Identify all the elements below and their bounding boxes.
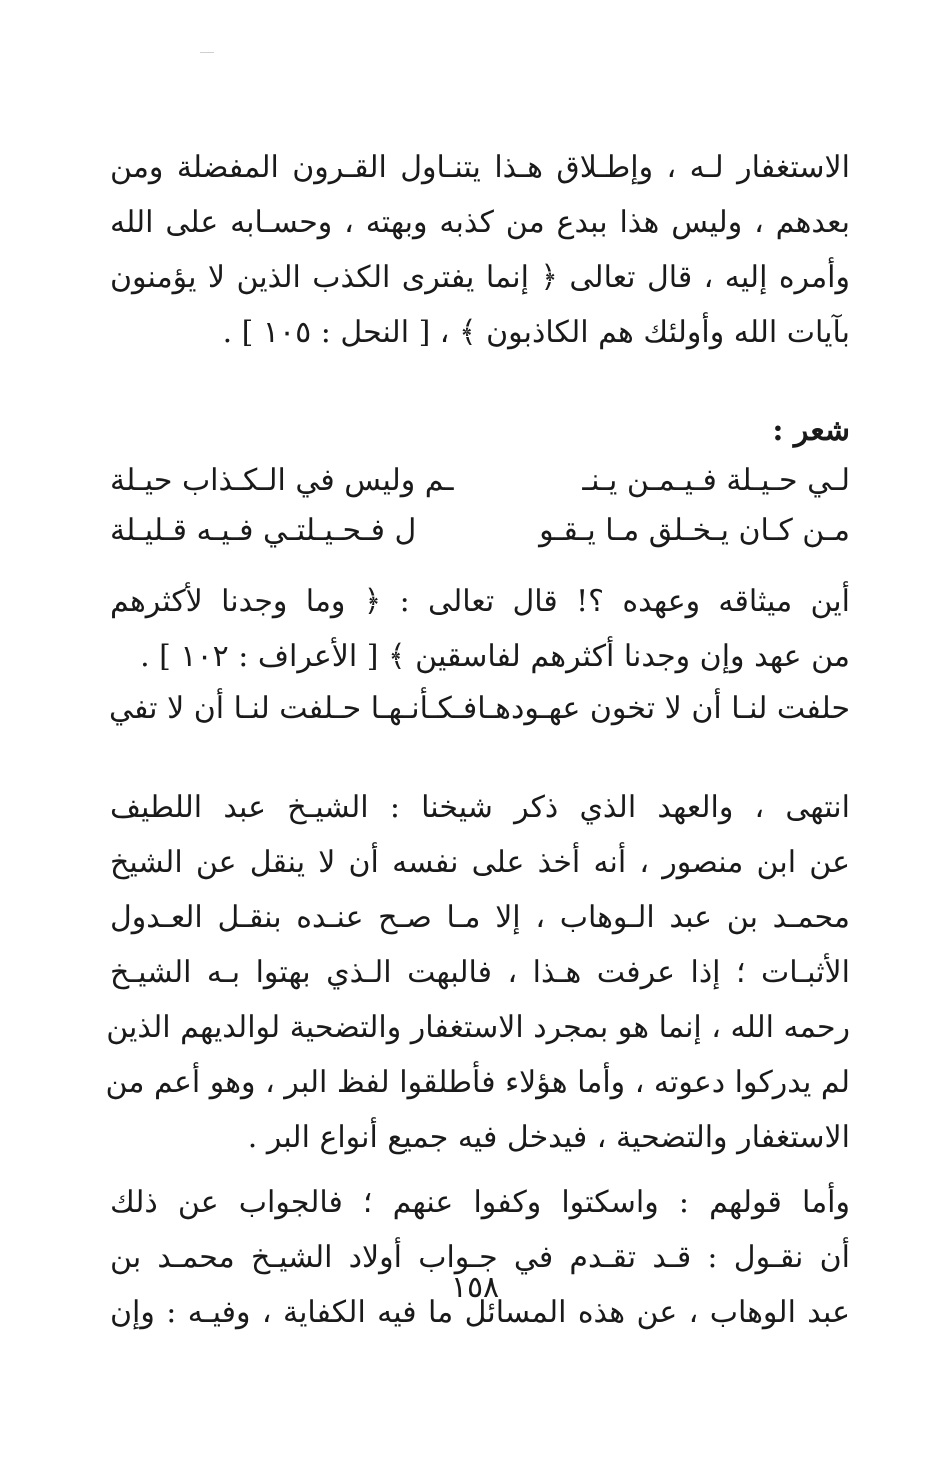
poem-heading: شعر : xyxy=(772,413,850,448)
text-line: الاستغفار لـه ، وإطـلاق هـذا يتنـاول القـرون المفضلة ومن xyxy=(110,150,850,185)
text-line: وأما قولهم : واسكتوا وكفوا عنهم ؛ فالجواب عن ذلك xyxy=(110,1185,850,1220)
paragraph-2 xyxy=(110,574,850,684)
page-number: ١٥٨ xyxy=(450,1270,500,1305)
text-line: من عهد وإن وجدنا أكثرهم لفاسقين ﴾ [ الأعراف : ١٠٢ ] . xyxy=(140,639,850,674)
text-line: انتهى ، والعهد الذي ذكر شيخنا : الشيـخ عبد اللطيف xyxy=(110,790,850,825)
text-line: وأمره إليه ، قال تعالى ﴿ إنما يفترى الكذب الذين لا يؤمنون xyxy=(110,260,850,295)
hemistich-second: فـكـأنـهـا حـلفت لنـا أن لا تفي xyxy=(109,691,478,726)
text-line: بآيات الله وأولئك هم الكاذبون ﴾ ، [ النحل : ١٠٥ ] . xyxy=(222,315,850,350)
hemistich-first: مـن كـان يـخـلق مـا يـقـو xyxy=(539,513,850,548)
text-line: بعدهم ، وليس هذا ببدع من كذبه وبهته ، وحسـابه على الله xyxy=(110,205,850,240)
text-line: الأثبـات ؛ إذا عرفت هـذا ، فالبهت الـذي بهتوا بـه الشيـخ xyxy=(110,955,850,990)
hemistich-first: حلفت لنـا أن لا تخون عهـودهـا xyxy=(477,691,850,726)
text-line: محمـد بن عبد الـوهاب ، إلا مـا صـح عنـده بنقـل العـدول xyxy=(110,900,850,935)
poem-verse xyxy=(110,684,850,734)
text-line: أين ميثاقه وعهده ؟! قال تعالى : ﴿ وما وجدنا لأكثرهم xyxy=(110,584,850,619)
poem-verse xyxy=(110,506,850,556)
text-line: رحمه الله ، إنما هو بمجرد الاستغفار والتضحية لوالديهم الذين xyxy=(106,1010,850,1045)
text-line: أن نقـول : قـد تقـدم في جـواب أولاد الشيـخ محمـد بن xyxy=(110,1240,850,1275)
text-line: لم يدركوا دعوته ، وأما هؤلاء فأطلقوا لفظ البر ، وهو أعم من xyxy=(105,1065,850,1100)
text-line: عن ابن منصور ، أنه أخذ على نفسه أن لا ينقل عن الشيخ xyxy=(110,845,850,880)
hemistich-second: ل فـحـيـلتـي فـيـه قـليـلة xyxy=(110,513,417,548)
paragraph-1 xyxy=(110,140,850,360)
hemistich-first: لـي حـيـلة فـيـمـن يـنـ xyxy=(582,463,850,498)
scan-mark xyxy=(200,52,214,53)
page-body xyxy=(105,140,850,1340)
hemistich-second: ـم وليس في الـكـذاب حيـلة xyxy=(110,463,454,498)
poem-verse xyxy=(110,456,850,506)
paragraph-4 xyxy=(110,1175,850,1340)
paragraph-3 xyxy=(105,780,850,1165)
text-line: عبد الوهاب ، عن هذه المسائل ما فيه الكفاية ، وفيـه : وإن xyxy=(110,1295,850,1330)
text-line: الاستغفار والتضحية ، فيدخل فيه جميع أنواع البر . xyxy=(247,1120,850,1155)
